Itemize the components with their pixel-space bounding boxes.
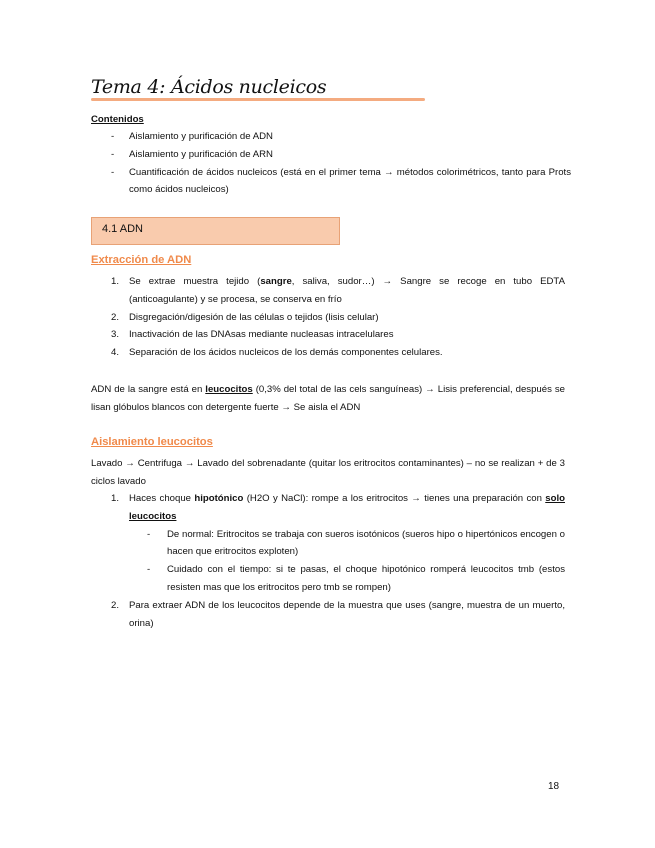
step-number: 2. (111, 599, 120, 611)
step-number: 4. (111, 347, 120, 359)
step-text: Disgregación/digesión de las células o tejidos (lisis celular) (129, 311, 379, 323)
list-item (91, 146, 571, 164)
page-number: 18 (548, 781, 560, 792)
aislamiento-steps (91, 490, 565, 632)
paragraph-text: ADN de la sangre está en (91, 384, 206, 395)
step-text: , saliva, sudor…) → Sangre se recoge en tubo EDTA (anticoagulante) y se procesa, se conserva en frío (129, 276, 565, 305)
step-text: Separación de los ácidos nucleicos de los demás componentes celulares. (129, 347, 443, 359)
list-item-text: Aislamiento y purificación de ADN (129, 131, 273, 142)
step-number: 3. (111, 329, 120, 341)
aislamiento-heading: Aislamiento leucocitos (91, 436, 213, 448)
list-item (91, 526, 565, 562)
subitem-text: Cuidado con el tiempo: si te pasas, el choque hipotónico romperá leucocitos tmb (estos resisten mas que los eritrocitos pero tmb se rompen) (167, 564, 565, 593)
dash-marker: - (147, 564, 151, 576)
list-item (91, 164, 571, 200)
step-text: Haces choque (129, 493, 195, 504)
page-title: Tema 4: Ácidos nucleicos (91, 76, 327, 98)
list-item (91, 309, 565, 327)
step-text: Se extrae muestra tejido ( (129, 276, 261, 287)
extraccion-heading: Extracción de ADN (91, 254, 192, 266)
list-item (91, 490, 565, 526)
paragraph-text: (0,3% del total de las cels sanguíneas) → Lisis preferencial, después se lisan glóbulos blancos con detergente fuerte → Se aisla el ADN (91, 384, 565, 413)
step-number: 1. (111, 493, 120, 504)
dash-marker: - (111, 148, 115, 160)
list-item (91, 344, 565, 362)
step-text: Inactivación de las DNAsas mediante nucleasas intracelulares (129, 329, 394, 341)
title-underline (91, 98, 425, 101)
step-text: (H2O y NaCl): rompe a los eritrocitos → tienes una preparación con (243, 493, 546, 504)
list-item (91, 561, 565, 597)
step-bold-text: hipotónico (194, 493, 244, 504)
list-item (91, 326, 565, 344)
extraccion-steps (91, 273, 565, 362)
step-number: 2. (111, 311, 120, 323)
leucocitos-paragraph (91, 381, 565, 417)
list-item (91, 597, 565, 633)
section-header-label: 4.1 ADN (102, 223, 143, 235)
step-text: Para extraer ADN de los leucocitos depende de la muestra que uses (sangre, muestra de un muerto, orina) (129, 599, 565, 629)
paragraph-bold-text: leucocitos (205, 384, 253, 395)
list-item (91, 273, 565, 309)
aislamiento-intro: Lavado → Centrifuga → Lavado del sobrenadante (quitar los eritrocitos contaminantes) – no se realizan + de 3 ciclos lavado (91, 458, 565, 487)
list-item-text: Aislamiento y purificación de ARN (129, 148, 273, 160)
subitem-text: De normal: Eritrocitos se trabaja con sueros isotónicos (sueros hipo o hipertónicos encogen o hacen que eritrocitos exploten) (167, 528, 565, 558)
list-item-text: Cuantificación de ácidos nucleicos (está en el primer tema → métodos colorimétricos, tanto para Prots como ácidos nucleicos) (129, 166, 571, 196)
contenidos-label: Contenidos (91, 114, 144, 125)
step-bold-text: solo leucocitos (129, 493, 565, 522)
dash-marker: - (147, 528, 151, 540)
dash-marker: - (111, 131, 115, 142)
step-number: 1. (111, 276, 120, 287)
section-header-box (91, 217, 340, 245)
contenidos-list (91, 128, 571, 199)
dash-marker: - (111, 166, 115, 178)
step-bold-text: sangre (260, 276, 292, 287)
list-item (91, 128, 571, 146)
